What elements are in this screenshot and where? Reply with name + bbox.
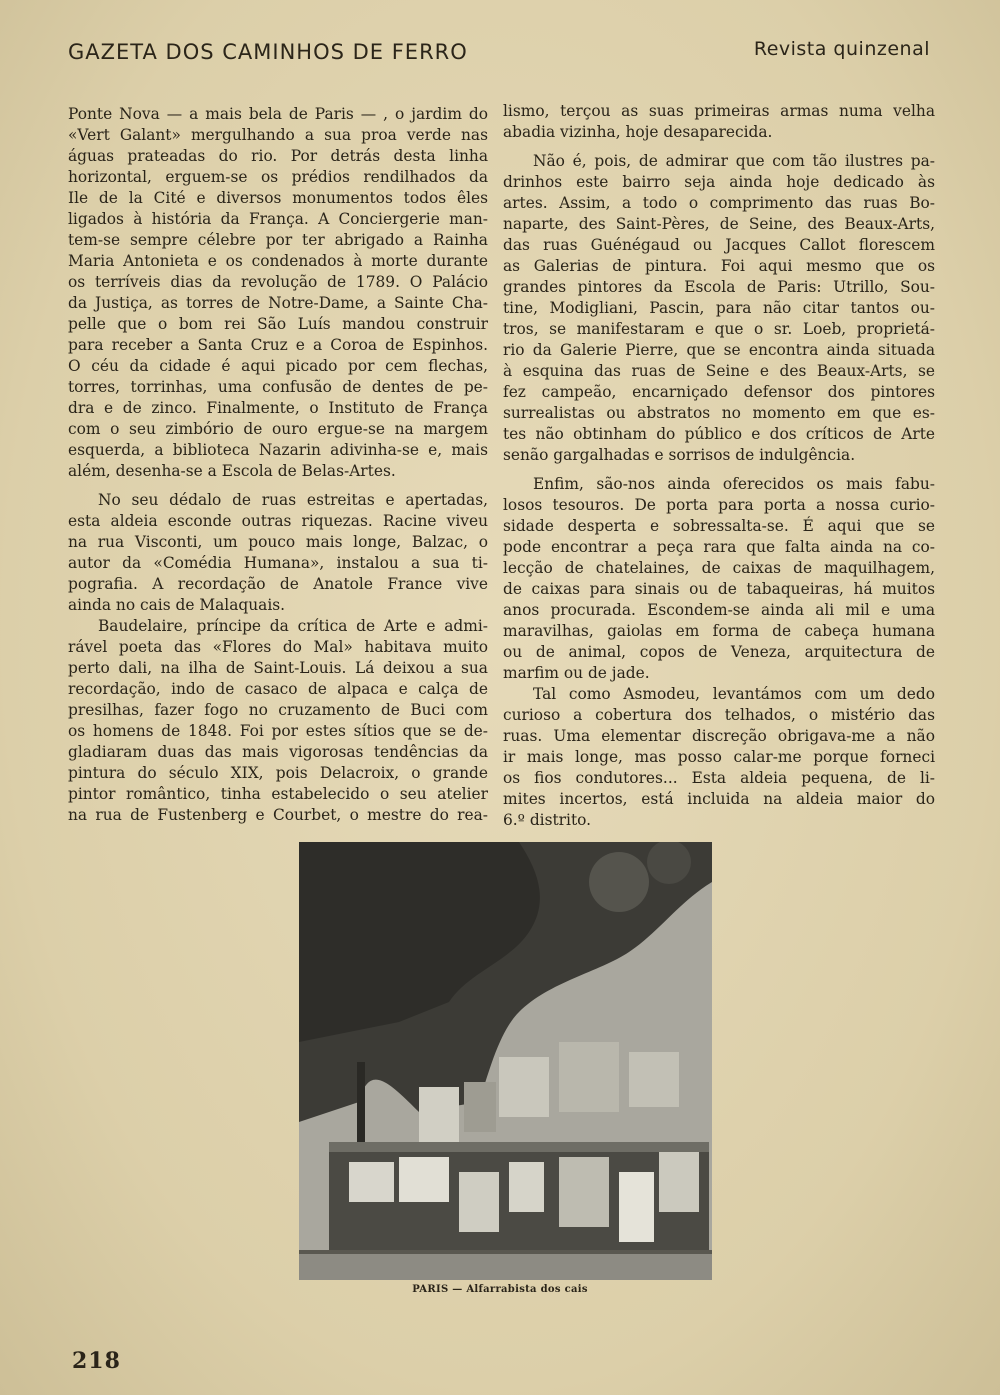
text-line: pintor romântico, tinha estabelecido o seu atelier (68, 785, 488, 803)
text-line: sidade desperta e sobressalta-se. É aqui que se (503, 517, 935, 535)
text-line: de caixas para sinais ou de tabaqueiras, há muitos (503, 580, 935, 598)
text-line: Não é, pois, de admirar que com tão ilustres pa- (533, 152, 935, 170)
text-line: curioso a cobertura dos telhados, o mistério das (503, 706, 935, 724)
text-line: na rua Visconti, um pouco mais longe, Balzac, o (68, 533, 488, 551)
text-line: rio da Galerie Pierre, que se encontra ainda situada (503, 341, 935, 359)
text-line: drinhos este bairro seja ainda hoje dedicado às (503, 173, 935, 191)
figure-caption: PARIS — Alfarrabista dos cais (412, 1284, 588, 1295)
text-line: tine, Modigliani, Pascin, para não citar tantos ou- (503, 299, 935, 317)
page-number: 218 (72, 1348, 121, 1374)
text-line: ligados à história da França. A Conciergerie man- (68, 210, 488, 228)
text-line: 6.º distrito. (503, 811, 592, 829)
text-line: pode encontrar a peça rara que falta ainda na co- (503, 538, 935, 556)
text-line: da Justiça, as torres de Notre-Dame, a Sainte Cha- (68, 294, 488, 312)
text-line: abadia vizinha, hoje desaparecida. (503, 123, 773, 141)
text-line: águas prateadas do rio. Por detrás desta linha (68, 147, 488, 165)
text-line: pografia. A recordação de Anatole France vive (68, 575, 488, 593)
text-line: tem-se sempre célebre por ter abrigado a Rainha (68, 231, 488, 249)
text-line: autor da «Comédia Humana», instalou a sua ti- (68, 554, 488, 572)
text-line: recordação, indo de casaco de alpaca e calça de (68, 680, 488, 698)
text-line: com o seu zimbório de ouro ergue-se na margem (68, 420, 488, 438)
text-line: horizontal, erguem-se os prédios rendilhados da (68, 168, 488, 186)
text-line: torres, torrinhas, uma confusão de dentes de pe- (68, 378, 488, 396)
publication-frequency: Revista quinzenal (753, 38, 930, 60)
text-line: ainda no cais de Malaquais. (68, 596, 286, 614)
text-line: as Galerias de pintura. Foi aqui mesmo que os (503, 257, 935, 275)
text-line: marfim ou de jade. (503, 664, 650, 682)
text-line: mites incertos, está incluida na aldeia maior do (503, 790, 935, 808)
text-line: esquerda, a biblioteca Nazarin adivinha-se e, mais (68, 441, 488, 459)
text-line: ruas. Uma elementar discreção obrigava-me a não (503, 727, 935, 745)
text-line: rável poeta das «Flores do Mal» habitava muito (68, 638, 488, 656)
text-line: esta aldeia esconde outras riquezas. Racine viveu (68, 512, 488, 530)
text-line: ou de animal, copos de Veneza, arquitectura de (503, 643, 935, 661)
text-line: pelle que o bom rei São Luís mandou construir (68, 315, 488, 333)
text-line: losos tesouros. De porta para porta a nossa curio- (503, 496, 935, 514)
text-line: grandes pintores da Escola de Paris: Utrillo, Sou- (503, 278, 935, 296)
text-line: para receber a Santa Cruz e a Coroa de Espinhos. (68, 336, 488, 354)
text-line: Tal como Asmodeu, levantámos com um dedo (533, 685, 935, 703)
text-line: das ruas Guénégaud ou Jacques Callot florescem (503, 236, 935, 254)
text-line: Maria Antonieta e os condenados à morte durante (68, 252, 488, 270)
text-line: lecção de chatelaines, de caixas de maquilhagem, (503, 559, 935, 577)
text-line: naparte, des Saint-Pères, de Seine, des Beaux-Arts, (503, 215, 935, 233)
text-line: No seu dédalo de ruas estreitas e apertadas, (98, 491, 488, 509)
text-line: ir mais longe, mas posso calar-me porque forneci (503, 748, 935, 766)
article-column-right (503, 101, 935, 831)
text-line: presilhas, fazer fogo no cruzamento de Buci com (68, 701, 488, 719)
paragraph-gap (68, 482, 488, 490)
article-column-left (68, 104, 488, 826)
text-line: artes. Assim, a todo o comprimento das ruas Bo- (503, 194, 935, 212)
text-line: tes não obtinham do público e dos críticos de Arte (503, 425, 935, 443)
text-line: O céu da cidade é aqui picado por cem flechas, (68, 357, 488, 375)
text-line: «Vert Galant» mergulhando a sua proa verde nas (68, 126, 488, 144)
text-line: Ponte Nova — a mais bela de Paris — , o jardim do (68, 105, 488, 123)
text-line: surrealistas ou abstratos no momento em que es- (503, 404, 935, 422)
text-line: perto dali, na ilha de Saint-Louis. Lá deixou a sua (68, 659, 488, 677)
text-line: senão gargalhadas e sorrisos de indulgência. (503, 446, 856, 464)
text-line: pintura do século XIX, pois Delacroix, o grande (68, 764, 488, 782)
text-line: à esquina das ruas de Seine e des Beaux-Arts, se (503, 362, 935, 380)
text-line: Enfim, são-nos ainda oferecidos os mais fabu- (533, 475, 935, 493)
text-line: maravilhas, gaiolas em forma de cabeça humana (503, 622, 935, 640)
text-line: os homens de 1848. Foi por estes sítios que se de- (68, 722, 488, 740)
text-line: os terríveis dias da revolução de 1789. O Palácio (68, 273, 488, 291)
text-line: os fios condutores... Esta aldeia pequena, de li- (503, 769, 935, 787)
text-line: tros, se manifestaram e que o sr. Loeb, proprietá- (503, 320, 935, 338)
text-line: anos procurada. Escondem-se ainda ali mil e uma (503, 601, 935, 619)
text-line: gladiaram duas das mais vigorosas tendências da (68, 743, 488, 761)
text-line: além, desenha-se a Escola de Belas-Artes. (68, 462, 396, 480)
text-line: dra e de zinco. Finalmente, o Instituto de França (68, 399, 488, 417)
bookstall-photo (299, 842, 712, 1280)
text-line: lismo, terçou as suas primeiras armas numa velha (503, 102, 935, 120)
paragraph-gap (503, 466, 935, 474)
paragraph-gap (503, 143, 935, 151)
text-line: Ile de la Cité e diversos monumentos todos êles (68, 189, 488, 207)
text-line: fez campeão, encarniçado defensor dos pintores (503, 383, 935, 401)
text-line: Baudelaire, príncipe da crítica de Arte e admi- (98, 617, 488, 635)
text-line: na rua de Fustenberg e Courbet, o mestre do rea- (68, 806, 488, 824)
publication-title: GAZETA DOS CAMINHOS DE FERRO (68, 40, 468, 64)
